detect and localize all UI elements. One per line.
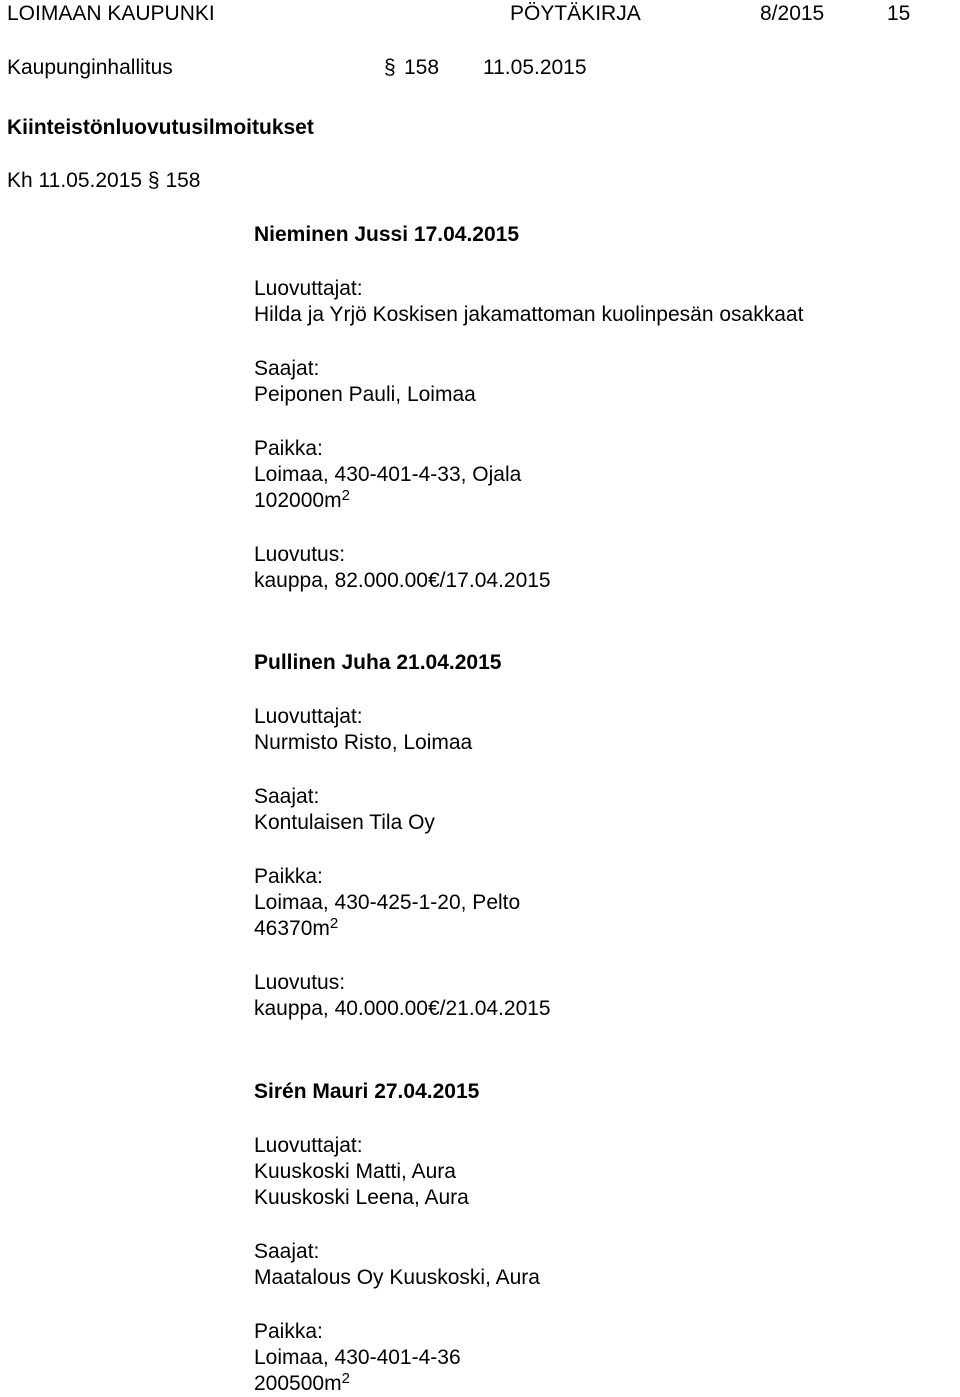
transferor-name: Hilda ja Yrjö Koskisen jakamattoman kuolinpesän osakkaat — [254, 303, 804, 326]
place-value: Loimaa, 430-425-1-20, Pelto — [254, 891, 521, 914]
reference-prefix: Kh 11.05.2015 — [7, 169, 143, 192]
topic-reference — [7, 168, 201, 194]
entry-title: Pullinen Juha 21.04.2015 — [254, 651, 502, 674]
recipient-name: Kontulaisen Tila Oy — [254, 811, 435, 834]
transfer-value: kauppa, 40.000.00€/21.04.2015 — [254, 997, 551, 1020]
transferor-name: Kuuskoski Leena, Aura — [254, 1186, 469, 1209]
area-value: $200500m^2$ — [254, 1370, 350, 1395]
recipient-name: Peiponen Pauli, Loimaa — [254, 383, 476, 406]
reference-number: 158 — [165, 169, 201, 192]
document-type: PÖYTÄKIRJA — [510, 2, 641, 25]
recipients-label: Saajat: — [254, 1240, 320, 1263]
section-symbol: § — [384, 56, 396, 79]
recipient-name: Maatalous Oy Kuuskoski, Aura — [254, 1266, 540, 1289]
transfer-label: Luovutus: — [254, 971, 346, 994]
entry-title: Sirén Mauri 27.04.2015 — [254, 1080, 480, 1103]
transferors-label: Luovuttajat: — [254, 705, 363, 728]
place-value: Loimaa, 430-401-4-33, Ojala — [254, 463, 522, 486]
body-name: Kaupunginhallitus — [7, 56, 173, 79]
area-value: $46370m^2$ — [254, 915, 339, 940]
meeting-date: 11.05.2015 — [483, 56, 587, 79]
reference-symbol: § — [147, 169, 160, 192]
place-label: Paikka: — [254, 1320, 323, 1343]
transferors-label: Luovuttajat: — [254, 1134, 363, 1157]
topic-title: Kiinteistönluovutusilmoitukset — [7, 116, 314, 139]
municipality-name: LOIMAAN KAUPUNKI — [7, 2, 215, 25]
section-number: 158 — [404, 56, 440, 79]
place-value: Loimaa, 430-401-4-36 — [254, 1346, 461, 1369]
page-number: 15 — [887, 2, 911, 25]
transfer-entry — [254, 650, 954, 1022]
transfer-label: Luovutus: — [254, 543, 346, 566]
transfer-entry — [254, 222, 954, 594]
document-number: 8/2015 — [760, 2, 825, 25]
recipients-label: Saajat: — [254, 785, 320, 808]
place-label: Paikka: — [254, 437, 323, 460]
place-label: Paikka: — [254, 865, 323, 888]
transferor-name: Kuuskoski Matti, Aura — [254, 1160, 456, 1183]
transfer-entry — [254, 1079, 954, 1397]
recipients-label: Saajat: — [254, 357, 320, 380]
transferor-name: Nurmisto Risto, Loimaa — [254, 731, 473, 754]
entry-title: Nieminen Jussi 17.04.2015 — [254, 223, 519, 246]
transfer-value: kauppa, 82.000.00€/17.04.2015 — [254, 569, 551, 592]
area-value: $102000m^2$ — [254, 487, 350, 512]
transferors-label: Luovuttajat: — [254, 277, 363, 300]
